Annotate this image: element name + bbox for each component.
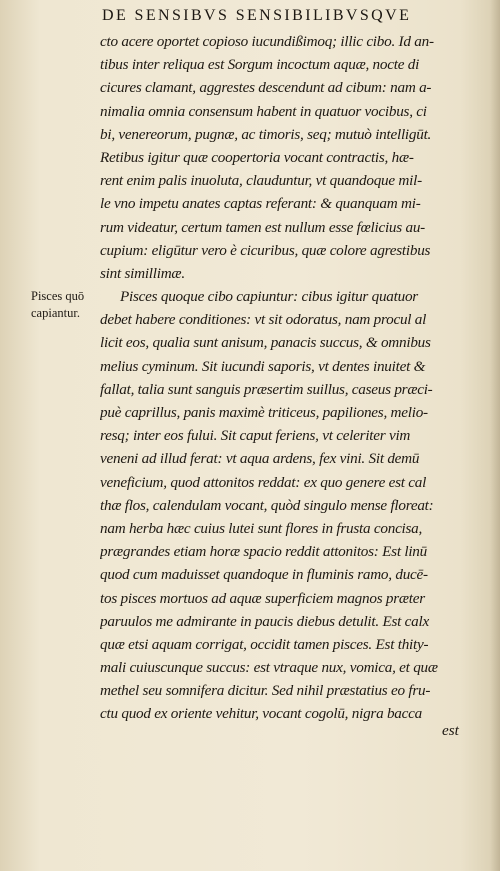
text-line: bi, venereorum, pugnæ, ac timoris, seq; mutuò intelligūt. xyxy=(100,125,432,143)
text-line: debet habere conditiones: vt sit odoratus, nam procul al xyxy=(100,311,427,329)
text-line: veneni ad illud ferat: vt aqua ardens, fex vini. Sit demū xyxy=(100,450,420,468)
paragraph-first-line: Pisces quoque cibo capiuntur: cibus igitur quatuor xyxy=(120,288,418,306)
catchword: est xyxy=(442,722,459,739)
body-text xyxy=(100,30,478,726)
text-line: mali cuiuscunque succus: est vtraque nux, vomica, et quæ xyxy=(100,659,438,677)
page-edge-shadow xyxy=(490,0,500,871)
text-line: melius cyminum. Sit iucundi saporis, vt dentes inuitet & xyxy=(100,357,426,375)
marginal-note-line: capiantur. xyxy=(31,306,80,320)
text-line: resq; inter eos fului. Sit caput feriens, vt celeriter vim xyxy=(100,427,411,445)
text-line: quæ etsi aquam corrigat, occidit tamen pisces. Est thity- xyxy=(100,635,429,653)
text-line: thæ flos, calendulam vocant, quòd singulo mense floreat: xyxy=(100,496,434,514)
text-line: methel seu somnifera dicitur. Sed nihil præstatius eo fru- xyxy=(100,682,431,700)
text-line: licit eos, qualia sunt anisum, panacis succus, & omnibus xyxy=(100,334,431,352)
text-line: cupium: eligūtur vero è cicuribus, quæ colore agrestibus xyxy=(100,241,431,259)
text-line: nam herba hæc cuius lutei sunt flores in frusta concisa, xyxy=(100,519,423,537)
text-line: paruulos me admirante in paucis diebus detulit. Est calx xyxy=(100,612,429,630)
text-line: tibus inter reliqua est Sorgum incoctum aquæ, nocte di xyxy=(100,56,420,74)
text-line: cto acere oportet copioso iucundißimoq; illic cibo. Id an- xyxy=(100,33,434,50)
text-line: sint simillimæ. xyxy=(100,264,185,282)
text-line: le vno impetu anates captas referant: & quanquam mi- xyxy=(100,195,421,213)
text-line: nimalia omnia consensum habent in quatuor vocibus, ci xyxy=(100,102,427,120)
text-line: veneficium, quod attonitos reddat: ex quo genere est cal xyxy=(100,473,427,491)
text-line: rent enim palis inuoluta, clauduntur, vt quandoque mil- xyxy=(100,172,422,190)
running-header: DE SENSIBVS SENSIBILIBVSQVE xyxy=(102,7,412,24)
text-line: tos pisces mortuos ad aquæ superficiem magnos præter xyxy=(100,589,425,607)
text-line: prægrandes etiam horæ spacio reddit attonitos: Est linū xyxy=(100,543,427,561)
text-line: rum videatur, certum tamen est nullum esse fœlicius au- xyxy=(100,218,425,236)
text-line: Retibus igitur quæ coopertoria vocant contractis, hæ- xyxy=(100,148,414,166)
text-line: puè caprillus, panis maximè triticeus, papiliones, melio- xyxy=(100,404,428,421)
text-line: fallat, talia sunt sanguis præsertim suillus, caseus præci- xyxy=(100,380,433,398)
text-line: ctu quod ex oriente vehitur, vocant cogolū, nigra bacca xyxy=(100,705,422,723)
text-line: quod cum maduisset quandoque in fluminis ramo, ducē- xyxy=(100,566,428,584)
text-line: cicures clamant, aggrestes descendunt ad cibum: nam a- xyxy=(100,79,432,97)
marginal-note xyxy=(31,288,101,322)
marginal-note-line: Pisces quō xyxy=(31,289,85,303)
